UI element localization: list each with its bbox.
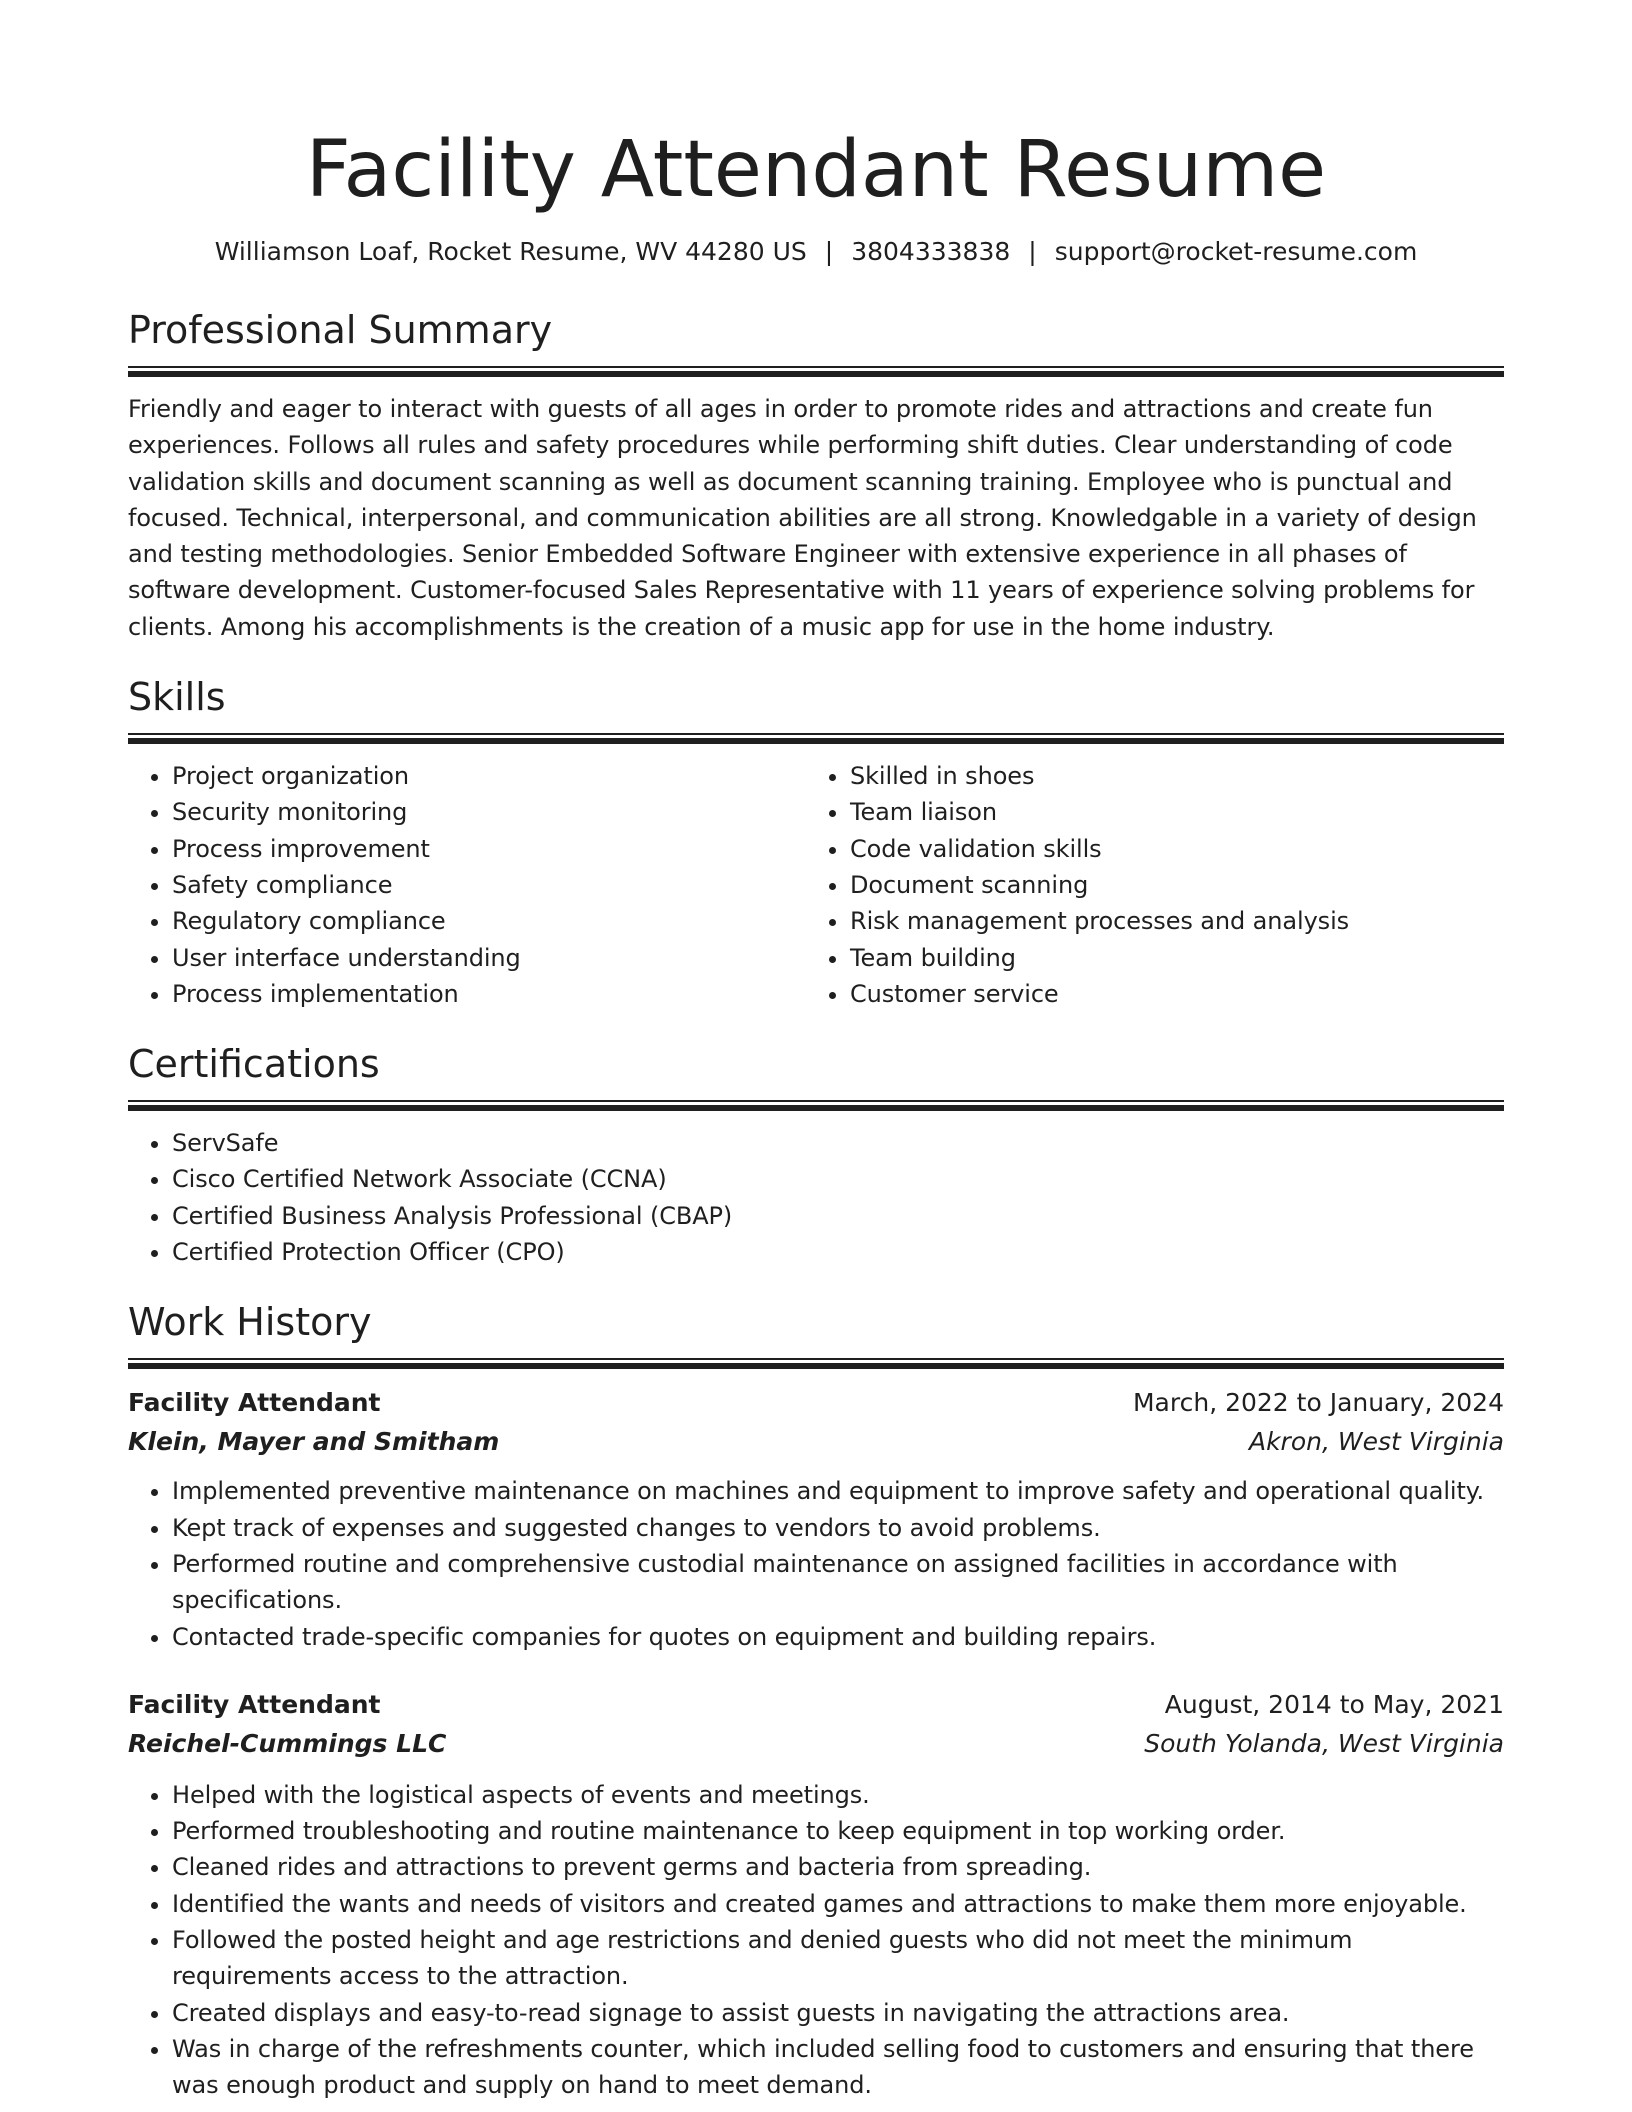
skill-item: • Process improvement [172, 831, 806, 867]
section-divider [128, 733, 1504, 744]
job-bullets [128, 1473, 1504, 1654]
job-bullets [128, 1777, 1504, 2104]
certification-item: • ServSafe [172, 1125, 1504, 1161]
skills-right-column [806, 758, 1484, 1012]
contact-separator: | [824, 237, 834, 266]
summary-text: Friendly and eager to interact with guests of all ages in order to promote rides and attractions and create fun experiences. Follows all rules and safety procedures while performing shift duties. Clear understanding of code validation skills and document scanning as well as document scanning training. Employee who is punctual and focused. Technical, interpersonal, and communication abilities are all strong. Knowledgable in a variety of design and testing methodologies. Senior Embedded Software Engineer with extensive experience in all phases of software development. Customer-focused Sales Representative with 11 years of experience solving problems for clients. Among his accomplishments is the creation of a music app for use in the home industry. [128, 395, 1477, 641]
job-bullet: • Kept track of expenses and suggested changes to vendors to avoid problems. [172, 1510, 1504, 1546]
summary-heading: Professional Summary [128, 308, 553, 352]
job-bullet: • Was in charge of the refreshments counter, which included selling food to customers and ensuring that there was enough product and supply on hand to meet demand. [172, 2031, 1504, 2104]
job-header [128, 1685, 1504, 1725]
certification-item: • Cisco Certified Network Associate (CCNA) [172, 1161, 1504, 1197]
skill-item: • Team liaison [850, 794, 1484, 830]
skill-item: • Security monitoring [172, 794, 806, 830]
contact-email: support@rocket-resume.com [1054, 237, 1418, 266]
job-bullet: • Helped with the logistical aspects of events and meetings. [172, 1777, 1504, 1813]
skills-section [128, 673, 1504, 1012]
contact-separator: | [1028, 237, 1037, 266]
job-dates: August, 2014 to May, 2021 [1164, 1689, 1504, 1719]
job-header [128, 1383, 1504, 1423]
certifications-list [128, 1125, 1504, 1270]
certifications-heading: Certifications [128, 1042, 380, 1087]
job-company: Klein, Mayer and Smitham [128, 1427, 500, 1457]
job-bullet: • Contacted trade-specific companies for quotes on equipment and building repairs. [172, 1619, 1504, 1655]
job-entry [128, 1685, 1504, 2104]
job-subheader [128, 1423, 1504, 1461]
section-divider [128, 1358, 1504, 1369]
job-bullet: • Implemented preventive maintenance on machines and equipment to improve safety and operational quality. [172, 1473, 1504, 1509]
contact-line [128, 235, 1504, 269]
section-divider [128, 366, 1504, 377]
job-bullet: • Cleaned rides and attractions to prevent germs and bacteria from spreading. [172, 1849, 1504, 1885]
skill-item: • Risk management processes and analysis [850, 903, 1484, 939]
work-history-heading: Work History [128, 1300, 372, 1345]
job-bullet: • Created displays and easy-to-read signage to assist guests in navigating the attractions area. [172, 1995, 1504, 2031]
skill-item: • Skilled in shoes [850, 758, 1484, 794]
job-bullet: • Performed routine and comprehensive custodial maintenance on assigned facilities in accordance with specifications. [172, 1546, 1504, 1619]
certification-item: • Certified Protection Officer (CPO) [172, 1234, 1504, 1270]
skills-left-list [128, 758, 806, 1012]
skills-columns [128, 758, 1504, 1012]
job-location: Akron, West Virginia [1248, 1427, 1504, 1457]
job-dates: March, 2022 to January, 2024 [1132, 1388, 1504, 1418]
certifications-section [128, 1040, 1504, 1270]
skill-item: • Team building [850, 940, 1484, 976]
summary-section [128, 306, 1504, 645]
skills-right-list [806, 758, 1484, 1012]
skill-item: • Customer service [850, 976, 1484, 1012]
job-entry [128, 1383, 1504, 1654]
work-history-section [128, 1298, 1504, 2103]
job-title: Facility Attendant [128, 1689, 381, 1719]
job-location: South Yolanda, West Virginia [1144, 1728, 1504, 1758]
skills-heading: Skills [128, 675, 226, 720]
job-title: Facility Attendant [128, 1388, 381, 1418]
job-bullet: • Followed the posted height and age restrictions and denied guests who did not meet the minimum requirements access to the attraction. [172, 1922, 1504, 1995]
contact-address: Williamson Loaf, Rocket Resume, WV 44280 US [214, 237, 807, 266]
contact-phone: 3804333838 [851, 237, 1011, 266]
section-divider [128, 1100, 1504, 1111]
job-subheader [128, 1725, 1504, 1763]
resume-title: Facility Attendant Resume [305, 125, 1327, 215]
certification-item: • Certified Business Analysis Professional (CBAP) [172, 1198, 1504, 1234]
job-company: Reichel-Cummings LLC [128, 1728, 447, 1758]
skill-item: • User interface understanding [172, 940, 806, 976]
skills-left-column [128, 758, 806, 1012]
resume-page [128, 0, 1504, 2104]
skill-item: • Code validation skills [850, 831, 1484, 867]
skill-item: • Document scanning [850, 867, 1484, 903]
skill-item: • Regulatory compliance [172, 903, 806, 939]
skill-item: • Project organization [172, 758, 806, 794]
job-bullet: • Identified the wants and needs of visitors and created games and attractions to make them more enjoyable. [172, 1886, 1504, 1922]
skill-item: • Safety compliance [172, 867, 806, 903]
skill-item: • Process implementation [172, 976, 806, 1012]
job-bullet: • Performed troubleshooting and routine maintenance to keep equipment in top working order. [172, 1813, 1504, 1849]
